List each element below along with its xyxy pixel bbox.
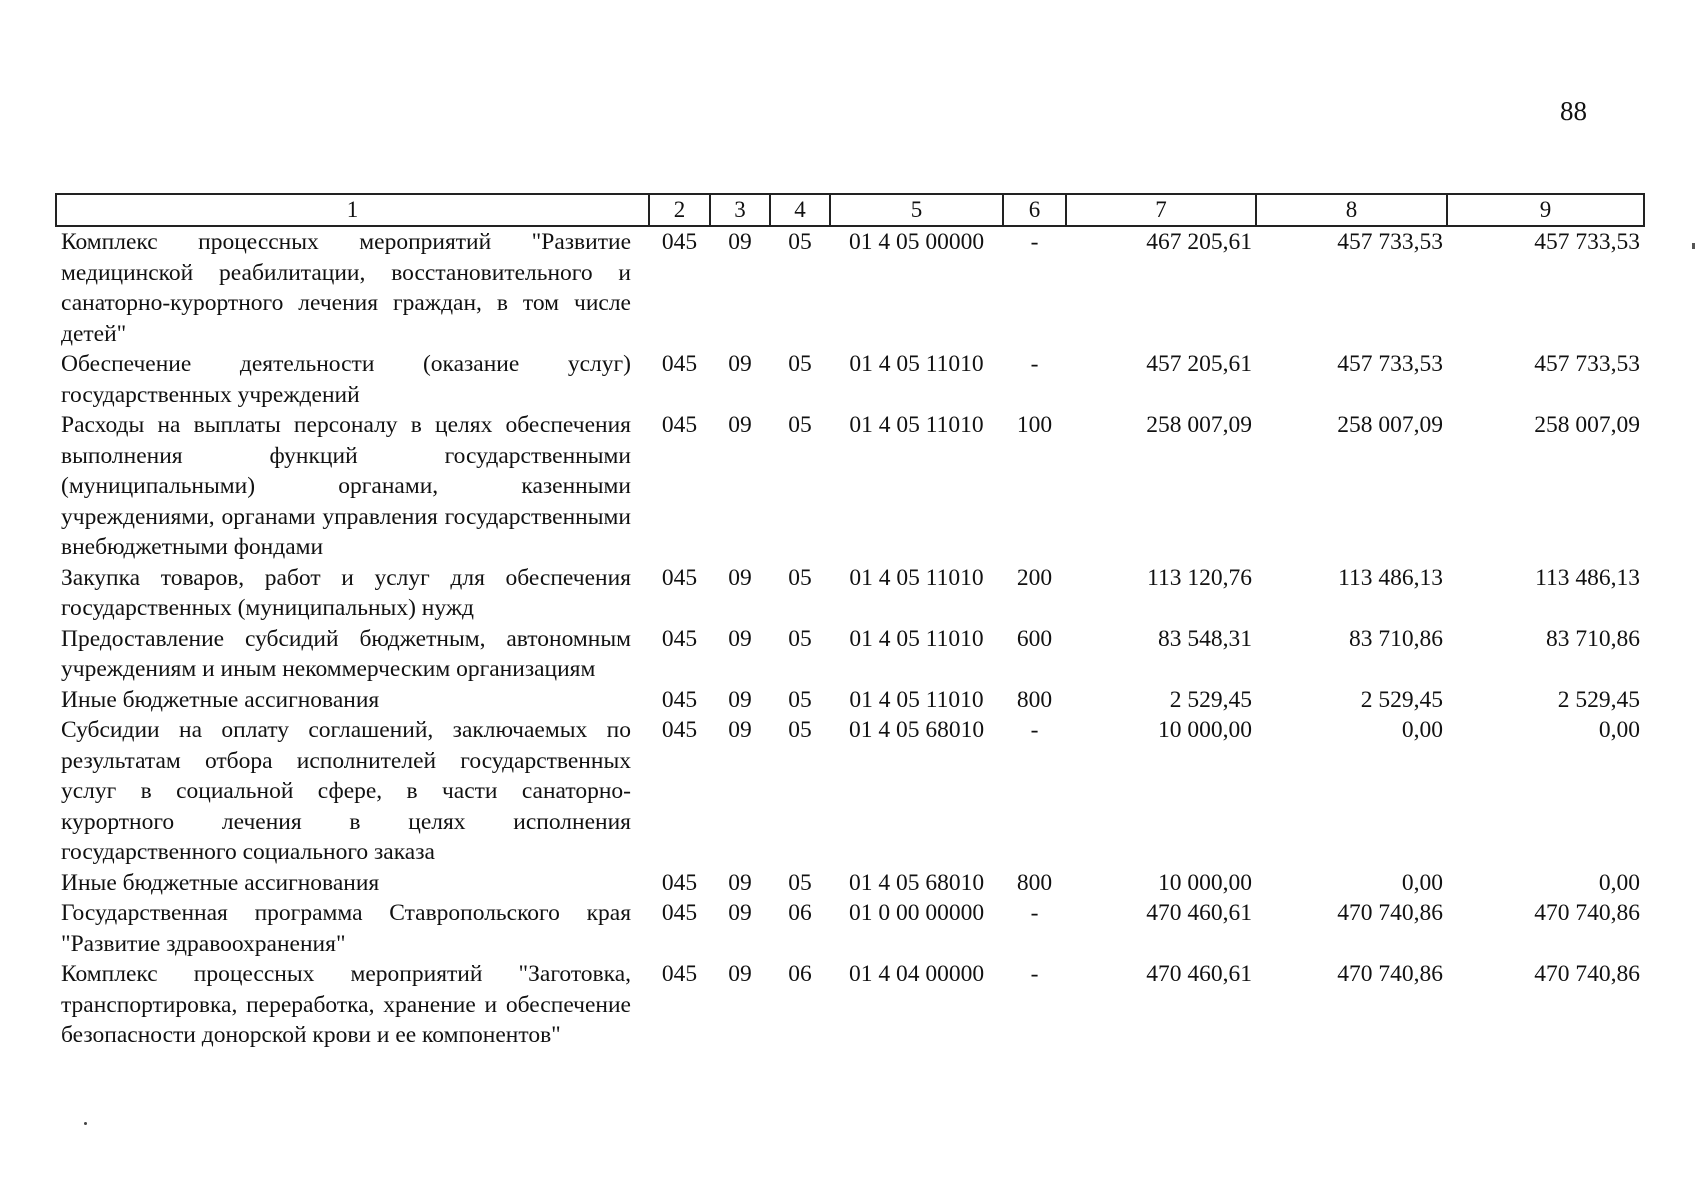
row-name: Закупка товаров, работ и услуг для обеспечения государственных (муниципальных) нужд [61, 564, 631, 621]
cell-amount-7: 470 460,61 [1146, 900, 1252, 926]
cell-code-5: 01 4 05 11010 [849, 625, 984, 652]
table-row [56, 898, 1644, 959]
cell-code-2: 045 [661, 412, 698, 438]
cell-code-5: 01 4 05 68010 [848, 717, 985, 743]
row-name: Государственная программа Ставропольского края "Развитие здравоохранения" [61, 900, 631, 957]
cell-amount-8: 0,00 [1401, 717, 1443, 743]
cell-amount-8: 258 007,09 [1337, 412, 1443, 438]
cell-code-6: 200 [1016, 564, 1053, 591]
cell-code-6: 600 [1016, 625, 1053, 652]
column-header-6: 6 [1003, 194, 1066, 226]
row-name: Иные бюджетные ассигнования [61, 686, 380, 713]
cell-code-6: - [1030, 961, 1039, 987]
cell-code-4: 05 [788, 351, 812, 377]
cell-code-3: 09 [728, 229, 752, 255]
page-number: 88 [1560, 96, 1587, 126]
cell-code-4: 05 [788, 686, 812, 713]
row-name: Расходы на выплаты персоналу в целях обеспечения выполнения функций государственными (муниципальными) органами, казенными учреждениями, органами управления государственными внебюджетными фондами [61, 412, 631, 560]
cell-amount-7: 83 548,31 [1158, 625, 1252, 652]
cell-code-2: 045 [661, 351, 698, 377]
cell-code-3: 09 [728, 900, 752, 926]
cell-amount-8: 457 733,53 [1337, 351, 1443, 377]
scan-dot [84, 1122, 87, 1125]
cell-code-3: 09 [728, 686, 752, 713]
cell-code-2: 045 [661, 869, 698, 896]
cell-amount-8: 457 733,53 [1337, 229, 1443, 255]
table-row [56, 959, 1644, 1051]
cell-code-5: 01 4 04 00000 [848, 961, 985, 987]
cell-code-2: 045 [661, 900, 698, 926]
cell-code-5: 01 4 05 00000 [848, 229, 985, 255]
cell-code-3: 09 [728, 961, 752, 987]
table-row [56, 226, 1644, 349]
row-name: Предоставление субсидий бюджетным, автономным учреждениям и иным некоммерческим организациям [61, 625, 631, 682]
cell-code-6: 800 [1016, 686, 1053, 713]
cell-amount-9: 83 710,86 [1546, 625, 1640, 652]
cell-amount-7: 113 120,76 [1147, 564, 1252, 591]
column-header-2: 2 [649, 194, 710, 226]
cell-amount-8: 470 740,86 [1337, 900, 1443, 926]
cell-amount-7: 470 460,61 [1146, 961, 1252, 987]
cell-code-3: 09 [728, 869, 752, 896]
cell-code-6: - [1030, 717, 1039, 743]
cell-amount-9: 457 733,53 [1534, 351, 1640, 377]
cell-code-2: 045 [661, 686, 698, 713]
row-name: Комплекс процессных мероприятий "Развитие медицинской реабилитации, восстановительного и санаторно-курортного лечения граждан, в том числе детей" [61, 229, 631, 347]
table-row [56, 410, 1644, 563]
cell-code-2: 045 [661, 564, 698, 591]
cell-amount-7: 10 000,00 [1158, 717, 1252, 743]
table-row [56, 715, 1644, 868]
cell-code-4: 06 [788, 961, 812, 987]
column-header-1: 1 [56, 194, 649, 226]
cell-amount-9: 113 486,13 [1535, 564, 1640, 591]
cell-code-6: - [1030, 351, 1039, 377]
cell-code-5: 01 4 05 11010 [849, 686, 984, 713]
cell-code-4: 05 [788, 625, 812, 652]
cell-amount-7: 2 529,45 [1169, 686, 1252, 713]
table-row [56, 563, 1644, 624]
cell-code-3: 09 [728, 564, 752, 591]
table-row [56, 349, 1644, 410]
column-header-7: 7 [1066, 194, 1256, 226]
cell-code-5: 01 4 05 11010 [849, 412, 984, 438]
cell-amount-9: 470 740,86 [1534, 961, 1640, 987]
cell-code-2: 045 [661, 961, 698, 987]
cell-code-6: 100 [1016, 412, 1053, 438]
cell-amount-8: 470 740,86 [1337, 961, 1443, 987]
row-name: Комплекс процессных мероприятий "Заготовка, транспортировка, переработка, хранение и обеспечение безопасности донорской крови и ее компонентов" [61, 961, 631, 1048]
cell-amount-8: 113 486,13 [1338, 564, 1443, 591]
column-header-8: 8 [1256, 194, 1447, 226]
cell-code-4: 05 [788, 869, 812, 896]
row-name: Субсидии на оплату соглашений, заключаемых по результатам отбора исполнителей государственных услуг в социальной сфере, в части санаторно-курортного лечения в целях исполнения государственного социального заказа [61, 717, 631, 865]
cell-code-6: - [1030, 229, 1039, 255]
cell-amount-9: 258 007,09 [1534, 412, 1640, 438]
cell-amount-9: 457 733,53 [1534, 229, 1640, 255]
cell-amount-7: 10 000,00 [1158, 869, 1252, 896]
column-header-5: 5 [830, 194, 1003, 226]
cell-code-6: 800 [1016, 869, 1053, 896]
cell-amount-9: 2 529,45 [1557, 686, 1640, 713]
column-header-3: 3 [710, 194, 770, 226]
cell-code-5: 01 0 00 00000 [848, 900, 985, 926]
cell-code-2: 045 [661, 625, 698, 652]
column-header-4: 4 [770, 194, 830, 226]
cell-code-3: 09 [728, 625, 752, 652]
cell-code-4: 05 [788, 717, 812, 743]
cell-amount-9: 0,00 [1598, 717, 1640, 743]
cell-amount-7: 258 007,09 [1146, 412, 1252, 438]
header-row [56, 194, 1644, 226]
budget-table [55, 193, 1645, 1051]
row-name: Иные бюджетные ассигнования [61, 869, 380, 896]
cell-amount-9: 470 740,86 [1534, 900, 1640, 926]
cell-amount-7: 457 205,61 [1146, 351, 1252, 377]
cell-amount-8: 0,00 [1401, 869, 1443, 896]
table-row [56, 868, 1644, 899]
scan-edge-mark [1692, 243, 1695, 249]
cell-amount-8: 2 529,45 [1360, 686, 1443, 713]
cell-code-4: 06 [788, 900, 812, 926]
cell-code-6: - [1030, 900, 1039, 926]
cell-code-3: 09 [728, 717, 752, 743]
cell-code-3: 09 [728, 412, 752, 438]
cell-code-3: 09 [728, 351, 752, 377]
cell-code-5: 01 4 05 11010 [849, 351, 984, 377]
column-header-9: 9 [1447, 194, 1644, 226]
cell-code-4: 05 [788, 412, 812, 438]
row-name: Обеспечение деятельности (оказание услуг) государственных учреждений [61, 351, 631, 408]
cell-code-5: 01 4 05 68010 [848, 869, 985, 896]
cell-code-4: 05 [788, 229, 812, 255]
cell-code-5: 01 4 05 11010 [849, 564, 984, 591]
cell-code-2: 045 [661, 717, 698, 743]
table-row [56, 624, 1644, 685]
cell-code-4: 05 [788, 564, 812, 591]
cell-code-2: 045 [661, 229, 698, 255]
cell-amount-7: 467 205,61 [1146, 229, 1252, 255]
table-row [56, 685, 1644, 716]
cell-amount-9: 0,00 [1598, 869, 1640, 896]
cell-amount-8: 83 710,86 [1349, 625, 1443, 652]
